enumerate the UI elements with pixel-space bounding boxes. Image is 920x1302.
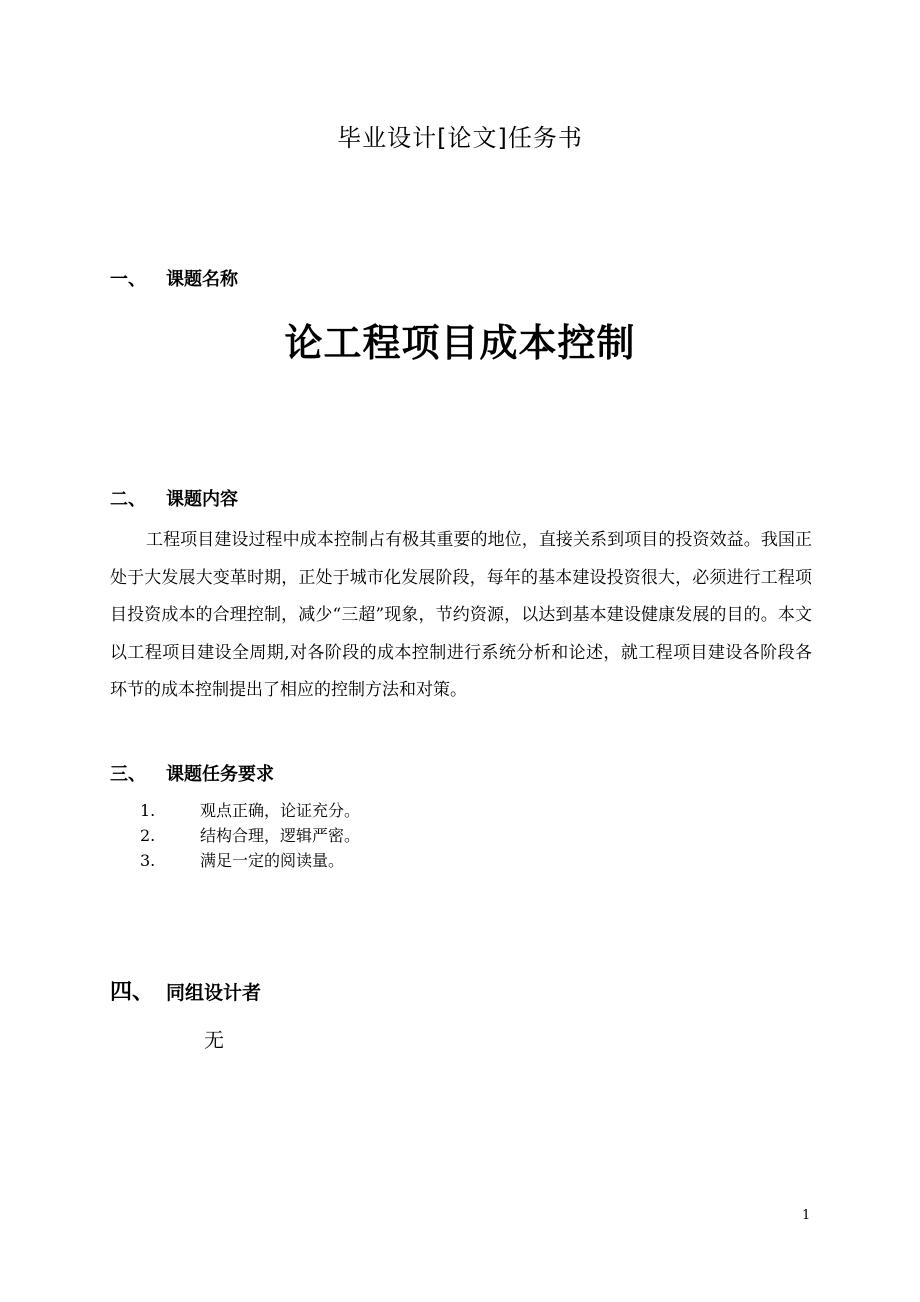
list-item-text: 结构合理，逻辑严密。	[200, 826, 361, 845]
list-item-text: 满足一定的阅读量。	[200, 851, 345, 870]
list-item-number: 1.	[140, 801, 156, 820]
list-item-text: 观点正确，论证充分。	[200, 801, 361, 820]
section-3-heading	[110, 761, 274, 789]
section-2-number: 二、	[110, 489, 146, 510]
document-title: 毕业设计[论文]任务书	[337, 124, 583, 152]
section-2-title: 课题内容	[166, 489, 238, 510]
section-3-title: 课题任务要求	[166, 764, 274, 785]
topic-title: 论工程项目成本控制	[284, 321, 636, 365]
group-designer-value: 无	[204, 1028, 224, 1052]
section-1-title: 课题名称	[166, 269, 238, 290]
content-paragraph: 工程项目建设过程中成本控制占有极其重要的地位，直接关系到项目的投资效益。我国正处于大发展大变革时期，正处于城市化发展阶段，每年的基本建设投资很大，必须进行工程项目投资成本的合理控制，减少“三超”现象，节约资源，以达到基本建设健康发展的目的。本文以工程项目建设全周期,对各阶段的成本控制进行系统分析和论述，就工程项目建设各阶段各环节的成本控制提出了相应的控制方法和对策。	[110, 530, 812, 700]
section-3-number: 三、	[110, 764, 146, 785]
list-item	[140, 848, 360, 873]
list-item-number: 3.	[140, 851, 156, 870]
list-item-number: 2.	[140, 826, 156, 845]
page-number: 1	[802, 1208, 811, 1223]
list-item	[140, 823, 360, 848]
section-4-number: 四、	[110, 980, 155, 1005]
section-4-heading	[110, 979, 261, 1007]
section-4-title: 同组设计者	[166, 982, 262, 1004]
section-1-number: 一、	[110, 269, 146, 290]
requirements-list	[140, 798, 360, 873]
section-2-heading	[110, 486, 238, 514]
list-item	[140, 798, 360, 823]
section-1-heading	[110, 266, 238, 294]
